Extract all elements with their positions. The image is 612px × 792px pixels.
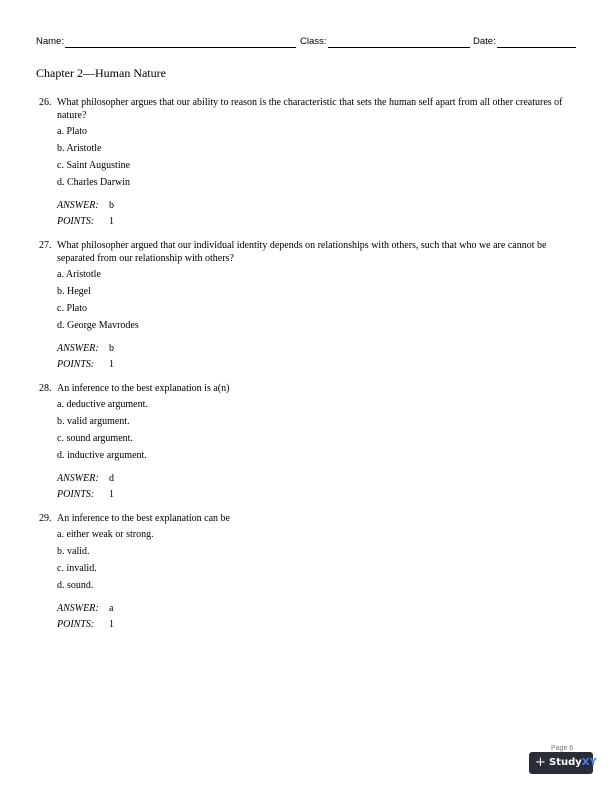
answer-option: d. Charles Darwin bbox=[57, 177, 131, 188]
question-stem bbox=[36, 382, 576, 395]
option-list bbox=[36, 123, 576, 191]
answer-value: d bbox=[109, 473, 114, 484]
question-text: What philosopher argues that our ability to reason is the characteristic that sets the human self apart from all other creatures of nature? bbox=[57, 97, 563, 121]
question-number: 27. bbox=[39, 240, 52, 251]
question-text: An inference to the best explanation can be bbox=[57, 513, 230, 524]
answer-row bbox=[36, 601, 576, 617]
question-item bbox=[36, 239, 576, 373]
points-value: 1 bbox=[109, 216, 114, 227]
answer-key bbox=[36, 471, 576, 503]
points-row bbox=[36, 617, 576, 633]
points-label: POINTS: bbox=[57, 619, 95, 630]
class-blank-line bbox=[328, 47, 470, 48]
answer-option: d. inductive argument. bbox=[57, 450, 147, 461]
answer-option: b. Aristotle bbox=[57, 143, 102, 154]
answer-value: b bbox=[109, 200, 114, 211]
question-item bbox=[36, 512, 576, 633]
answer-label: ANSWER: bbox=[57, 200, 99, 211]
points-value: 1 bbox=[109, 489, 114, 500]
question-number: 29. bbox=[39, 513, 52, 524]
page-number: Page 6 bbox=[551, 745, 574, 752]
answer-option: b. Hegel bbox=[57, 286, 91, 297]
points-label: POINTS: bbox=[57, 216, 95, 227]
answer-row bbox=[36, 341, 576, 357]
name-label: Name: bbox=[36, 36, 64, 47]
answer-option: a. deductive argument. bbox=[57, 399, 148, 410]
question-number: 28. bbox=[39, 383, 52, 394]
question-item bbox=[36, 382, 576, 503]
question-stem bbox=[36, 96, 576, 122]
answer-key bbox=[36, 341, 576, 373]
answer-label: ANSWER: bbox=[57, 473, 99, 484]
answer-row bbox=[36, 471, 576, 487]
points-label: POINTS: bbox=[57, 359, 95, 370]
answer-option: d. sound. bbox=[57, 580, 94, 591]
date-blank-line bbox=[497, 47, 576, 48]
worksheet-header bbox=[36, 36, 576, 50]
answer-option: a. Aristotle bbox=[57, 269, 101, 280]
answer-option: d. George Mavrodes bbox=[57, 320, 139, 331]
answer-option: a. either weak or strong. bbox=[57, 529, 154, 540]
answer-option: c. Plato bbox=[57, 303, 87, 314]
answer-option: c. sound argument. bbox=[57, 433, 133, 444]
option-list bbox=[36, 526, 576, 594]
question-stem bbox=[36, 512, 576, 525]
brand-prefix: Study bbox=[549, 757, 582, 768]
answer-option: c. invalid. bbox=[57, 563, 97, 574]
name-blank-line bbox=[65, 47, 296, 48]
points-value: 1 bbox=[109, 359, 114, 370]
points-row bbox=[36, 357, 576, 373]
question-list bbox=[36, 96, 576, 642]
points-row bbox=[36, 214, 576, 230]
answer-key bbox=[36, 601, 576, 633]
points-row bbox=[36, 487, 576, 503]
answer-option: b. valid argument. bbox=[57, 416, 130, 427]
brand-suffix: XY bbox=[581, 757, 597, 768]
question-stem bbox=[36, 239, 576, 265]
answer-value: b bbox=[109, 343, 114, 354]
option-list bbox=[36, 266, 576, 334]
answer-label: ANSWER: bbox=[57, 603, 99, 614]
answer-key bbox=[36, 198, 576, 230]
answer-row bbox=[36, 198, 576, 214]
plus-icon: + bbox=[535, 755, 546, 770]
answer-option: a. Plato bbox=[57, 126, 87, 137]
answer-label: ANSWER: bbox=[57, 343, 99, 354]
points-label: POINTS: bbox=[57, 489, 95, 500]
studyxy-badge bbox=[529, 752, 597, 774]
points-value: 1 bbox=[109, 619, 114, 630]
question-text: An inference to the best explanation is a(n) bbox=[57, 383, 230, 394]
answer-option: b. valid. bbox=[57, 546, 90, 557]
brand-name bbox=[549, 757, 597, 768]
answer-option: c. Saint Augustine bbox=[57, 160, 131, 171]
date-label: Date: bbox=[473, 36, 496, 47]
chapter-title: Chapter 2—Human Nature bbox=[36, 66, 166, 80]
question-number: 26. bbox=[39, 97, 52, 108]
answer-value: a bbox=[109, 603, 114, 614]
class-label: Class: bbox=[300, 36, 327, 47]
question-item bbox=[36, 96, 576, 230]
question-text: What philosopher argued that our individual identity depends on relationships with others, such that who we are cannot be separated from our relationship with others? bbox=[57, 240, 547, 264]
option-list bbox=[36, 396, 576, 464]
